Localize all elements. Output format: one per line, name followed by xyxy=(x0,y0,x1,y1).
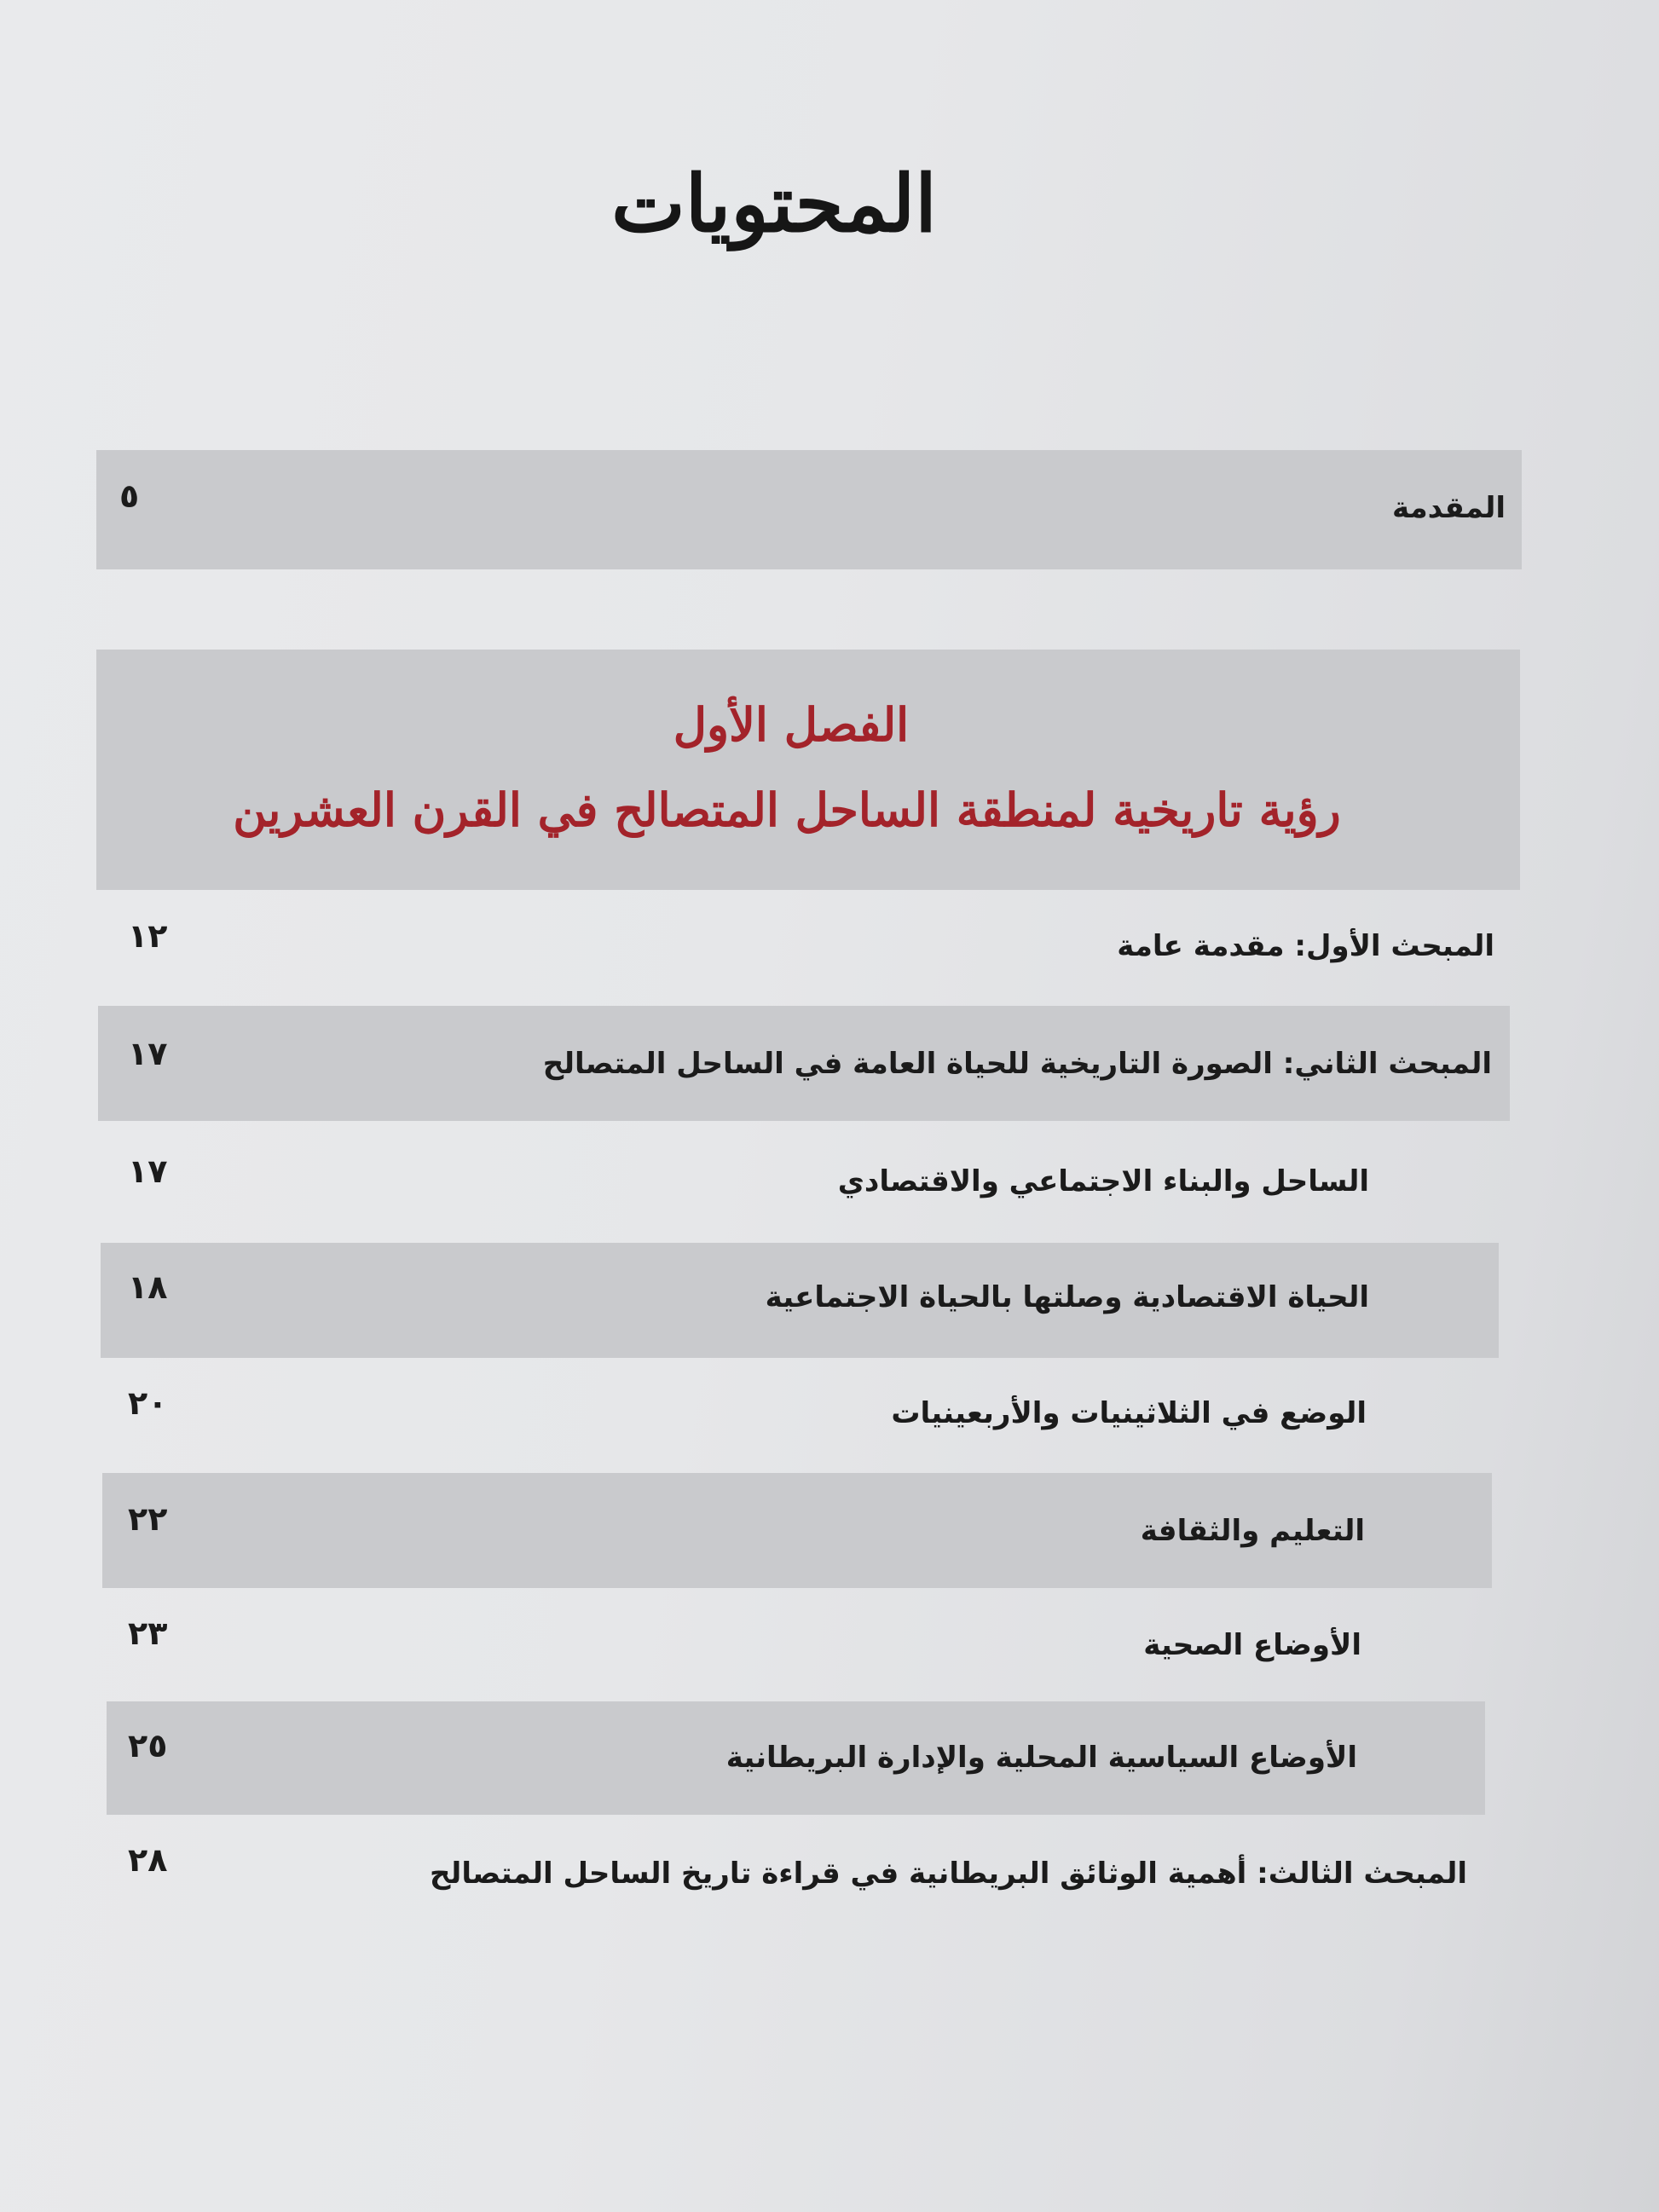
intro-band xyxy=(96,450,1522,569)
page-title: المحتويات xyxy=(611,158,937,250)
toc-entry-7-page: ٢٣ xyxy=(128,1614,168,1652)
toc-entry-1-page: ١٢ xyxy=(128,917,168,955)
toc-entry-4-label: الحياة الاقتصادية وصلتها بالحياة الاجتماعية xyxy=(765,1280,1369,1314)
toc-entry-6-page: ٢٢ xyxy=(128,1500,168,1538)
toc-entry-5-label: الوضع في الثلاثينيات والأربعينيات xyxy=(891,1396,1367,1430)
toc-entry-6-label: التعليم والثقافة xyxy=(1140,1514,1365,1548)
toc-entry-4-page: ١٨ xyxy=(128,1268,168,1306)
chapter-band xyxy=(96,650,1520,890)
toc-entry-8-page: ٢٥ xyxy=(128,1727,168,1764)
chapter-heading: الفصل الأول xyxy=(673,697,910,752)
intro-label: المقدمة xyxy=(1392,491,1506,525)
toc-entry-9-page: ٢٨ xyxy=(128,1841,168,1879)
intro-page-number: ٥ xyxy=(119,477,140,515)
chapter-subtitle: رؤية تاريخية لمنطقة الساحل المتصالح في القرن العشرين xyxy=(233,783,1341,837)
toc-entry-9-label: المبحث الثالث: أهمية الوثائق البريطانية في قراءة تاريخ الساحل المتصالح xyxy=(430,1857,1467,1891)
toc-entry-2-label: المبحث الثاني: الصورة التاريخية للحياة العامة في الساحل المتصالح xyxy=(542,1047,1492,1081)
toc-entry-5-page: ٢٠ xyxy=(128,1384,168,1422)
toc-entry-8-label: الأوضاع السياسية المحلية والإدارة البريطانية xyxy=(725,1741,1357,1775)
toc-entry-3-label: الساحل والبناء الاجتماعي والاقتصادي xyxy=(837,1164,1369,1198)
toc-entry-3-page: ١٧ xyxy=(128,1152,168,1190)
toc-entry-2-page: ١٧ xyxy=(128,1035,168,1072)
toc-entry-1-label: المبحث الأول: مقدمة عامة xyxy=(1117,929,1494,963)
toc-entry-7-label: الأوضاع الصحية xyxy=(1143,1628,1361,1662)
